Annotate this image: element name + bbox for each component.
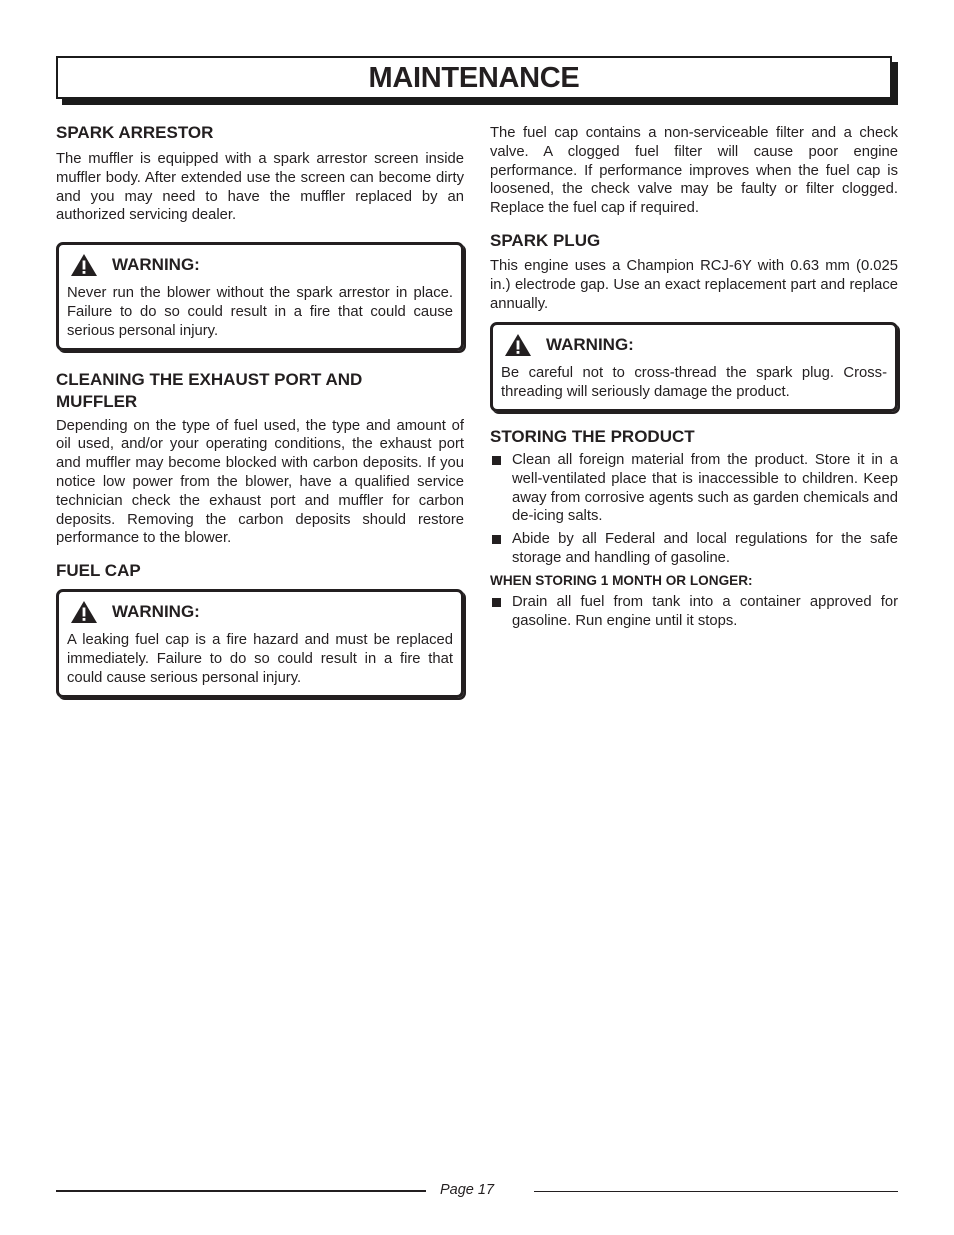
list-item — [490, 451, 898, 526]
warning-header — [67, 253, 453, 277]
square-bullet-icon — [492, 598, 501, 607]
list-item-text: Clean all foreign material from the product. Store it in a well-ventilated place that is inaccessible to children. Keep away from corrosive agents such as garden chemicals and de-icing salts. — [512, 451, 898, 525]
warning-text: Never run the blower without the spark arrestor in place. Failure to do so could result in a fire that could cause serious personal injury. — [67, 285, 453, 339]
storing-list — [490, 451, 898, 568]
footer-rule-left — [56, 1190, 426, 1192]
warning-text: Be careful not to cross-thread the spark plug. Cross-threading will seriously damage the product. — [501, 365, 887, 401]
page-number: Page 17 — [440, 1182, 495, 1198]
warning-triangle-icon — [70, 253, 98, 277]
footer-rule-right — [534, 1191, 898, 1192]
storing-sub-list — [490, 593, 898, 631]
list-item-text: Abide by all Federal and local regulations for the safe storage and handling of gasoline. — [512, 531, 898, 566]
list-item — [490, 530, 898, 568]
spark-arrestor-warning-box — [56, 242, 464, 350]
list-item-text: Drain all fuel from tank into a container approved for gasoline. Run engine until it stops. — [512, 593, 898, 629]
spark-plug-body: This engine uses a Champion RCJ-6Y with 0.63 mm (0.025 in.) electrode gap. Use an exact replacement part and replace annually. — [490, 257, 898, 312]
square-bullet-icon — [492, 456, 501, 465]
spark-plug-warning-box — [490, 322, 898, 412]
right-column — [490, 124, 898, 630]
storing-heading: STORING THE PRODUCT — [490, 426, 695, 446]
list-item — [490, 593, 898, 631]
warning-triangle-icon — [504, 333, 532, 357]
page-title-banner — [56, 56, 892, 99]
exhaust-heading: CLEANING THE EXHAUST PORT AND MUFFLER — [56, 369, 363, 411]
warning-header — [67, 600, 453, 624]
exhaust-body: Depending on the type of fuel used, the type and amount of oil used, and/or your operating conditions, the exhaust port and muffler may become blocked with carbon deposits. If you notice low power from the blower, have a qualified service technician check the exhaust port and muffler for carbon deposits. Removing the carbon deposits should restore performance to the blower. — [56, 417, 464, 547]
warning-text: A leaking fuel cap is a fire hazard and must be replaced immediately. Failure to do so could result in a fire that could cause serious personal injury. — [67, 632, 453, 686]
page-title: MAINTENANCE — [56, 56, 892, 99]
left-column — [56, 122, 464, 698]
spark-arrestor-body: The muffler is equipped with a spark arrestor screen inside muffler body. After extended use the screen can become dirty and you may need to have the muffler replaced by an authorized servicing dealer. — [56, 151, 464, 224]
fuel-cap-warning-box — [56, 589, 464, 697]
warning-triangle-icon — [70, 600, 98, 624]
warning-header — [501, 333, 887, 357]
warning-title: WARNING: — [546, 335, 634, 355]
fuel-cap-heading: FUEL CAP — [56, 561, 141, 581]
spark-arrestor-heading: SPARK ARRESTOR — [56, 123, 214, 142]
square-bullet-icon — [492, 535, 501, 544]
warning-title: WARNING: — [112, 255, 200, 275]
storing-subheading: WHEN STORING 1 MONTH OR LONGER: — [490, 572, 753, 588]
fuel-cap-body: The fuel cap contains a non-serviceable filter and a check valve. A clogged fuel filter will cause poor engine performance. If performance improves when the fuel cap is loosened, the check valve may be faulty or filter clogged. Replace the fuel cap if required. — [490, 125, 898, 217]
spark-plug-heading: SPARK PLUG — [490, 230, 601, 250]
warning-title: WARNING: — [112, 602, 200, 622]
